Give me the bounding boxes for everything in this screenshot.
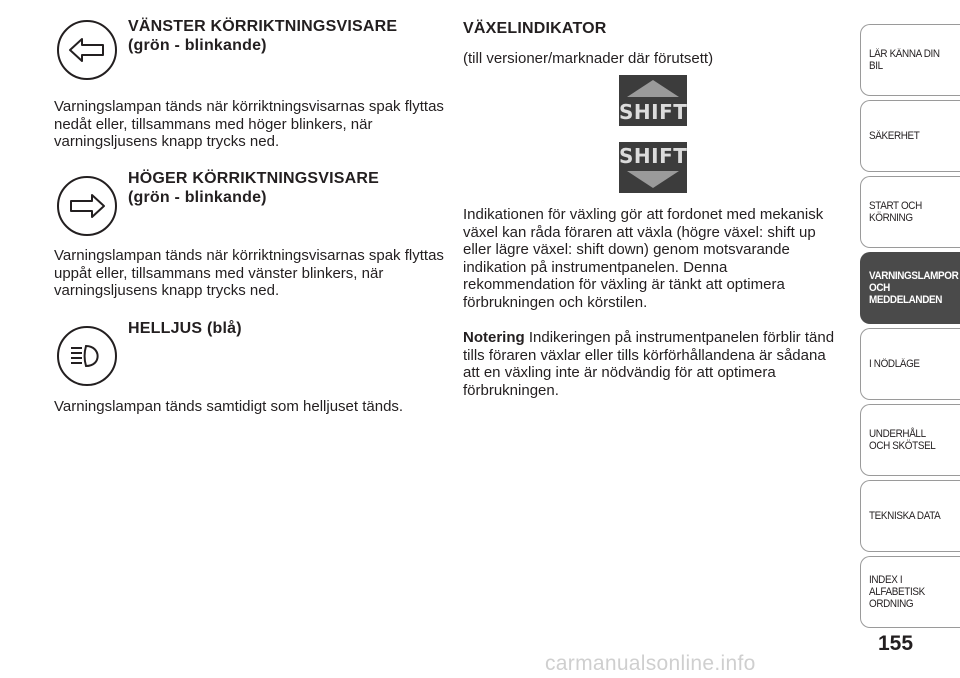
- shift-up-arrow-icon: [619, 77, 687, 99]
- note-label: Notering: [463, 329, 525, 346]
- shift-indicator-note: [463, 329, 843, 399]
- right-indicator-title: HÖGER KÖRRIKTNINGSVISARE: [128, 170, 380, 187]
- tab-lar-kanna-din-bil[interactable]: [860, 24, 960, 96]
- tab-sakerhet[interactable]: [860, 100, 960, 172]
- left-indicator-title: VÄNSTER KÖRRIKTNINGSVISARE: [128, 18, 398, 35]
- tab-label: TEKNISKA DATA: [869, 510, 941, 522]
- high-beam-title: HELLJUS (blå): [128, 320, 242, 337]
- watermark: carmanualsonline.info: [545, 652, 756, 675]
- page-number: 155: [878, 632, 914, 655]
- tab-varningslampor-och-meddelanden[interactable]: [860, 252, 960, 324]
- shift-up-indicator-image: [619, 75, 687, 126]
- tab-start-och-korning[interactable]: [860, 176, 960, 248]
- tab-label: START OCH KÖRNING: [869, 200, 922, 224]
- left-indicator-icon: [57, 20, 117, 80]
- tab-tekniska-data[interactable]: [860, 480, 960, 552]
- shift-down-arrow-icon: [619, 169, 687, 191]
- right-indicator-subtitle: (grön - blinkande): [128, 189, 267, 206]
- shift-indicator-subtitle: (till versioner/marknader där förutsett): [463, 50, 714, 67]
- left-indicator-subtitle: (grön - blinkande): [128, 37, 267, 54]
- tab-label: VARNINGSLAMPOR OCH MEDDELANDEN: [869, 270, 959, 306]
- left-indicator-body: Varningslampan tänds när körriktningsvisarnas spak flyttas nedåt eller, tillsammans med höger blinkers, när varningsljusens knapp trycks ned.: [54, 98, 444, 150]
- right-indicator-icon: [57, 176, 117, 236]
- shift-indicator-body: Indikationen för växling gör att fordonet med mekanisk växel kan råda föraren att växla (högre växel: shift up eller lägre växel: shift down) genom motsvarande indikation på instrumentpanelen. Denna rekommendation för växling är tänkt att optimera förbrukningen och körstilen.: [463, 206, 824, 311]
- tab-underhall-och-skotsel[interactable]: [860, 404, 960, 476]
- tab-label: UNDERHÅLL OCH SKÖTSEL: [869, 428, 936, 452]
- tab-label: I NÖDLÄGE: [869, 358, 920, 370]
- tab-i-nodlage[interactable]: [860, 328, 960, 400]
- tab-label: LÄR KÄNNA DIN BIL: [869, 48, 940, 72]
- shift-indicator-title: VÄXELINDIKATOR: [463, 20, 607, 37]
- tab-label: INDEX I ALFABETISK ORDNING: [869, 574, 925, 610]
- note-text: Indikeringen på instrumentpanelen förblir tänd tills föraren växlar eller tills körförhållandena är sådana att en växling inte är nödvändig för att optimera förbrukningen.: [463, 329, 835, 399]
- shift-down-label: SHIFT: [619, 144, 688, 168]
- tab-index-i-alfabetisk-ordning[interactable]: [860, 556, 960, 628]
- shift-up-label: SHIFT: [619, 100, 688, 124]
- tab-label: SÄKERHET: [869, 130, 920, 142]
- high-beam-body: Varningslampan tänds samtidigt som helljuset tänds.: [54, 398, 404, 415]
- right-indicator-body: Varningslampan tänds när körriktningsvisarnas spak flyttas uppåt eller, tillsammans med vänster blinkers, när varningsljusens knapp trycks ned.: [54, 247, 444, 299]
- high-beam-icon: [57, 326, 117, 386]
- shift-down-indicator-image: [619, 142, 687, 193]
